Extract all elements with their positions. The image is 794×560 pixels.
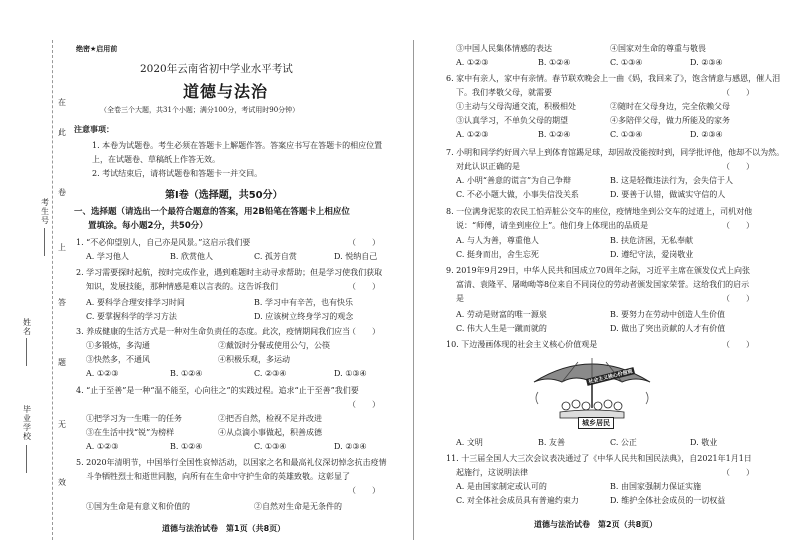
- option[interactable]: C. 挺身而出，舍生忘死: [456, 250, 539, 259]
- seal-char: 无: [58, 420, 66, 429]
- question-2: 2. 学习需要探时起航，按时完成作业，遇到难题时主动寻求帮助；但是学习使我们获取: [76, 268, 383, 277]
- question-7: 对此认识正确的是: [456, 162, 520, 171]
- seal-char: 题: [58, 358, 66, 367]
- answer-paren[interactable]: （ ）: [722, 294, 754, 303]
- answer-paren[interactable]: （ ）: [348, 400, 380, 409]
- answer-paren[interactable]: （ ）: [722, 88, 754, 97]
- option[interactable]: ④从点滴小事做起，积善成德: [218, 428, 322, 437]
- option[interactable]: ①多锻炼，多沟通: [86, 341, 150, 350]
- option[interactable]: ④多陪伴父母，做力所能及的家务: [610, 116, 730, 125]
- school-field[interactable]: [26, 445, 27, 473]
- option[interactable]: A. 要科学合理安排学习时间: [86, 298, 185, 307]
- exam-no-label: 考生号: [41, 198, 49, 225]
- option[interactable]: ①把学习为一生唯一的任务: [86, 414, 182, 423]
- option[interactable]: D. 应该树立终身学习的观念: [254, 312, 354, 321]
- question-5: 5. 2020年清明节，中国举行全国性哀悼活动，以国家之名和最高礼仪深切悼念抗击疫情: [76, 458, 387, 467]
- question-11: 起施行，这说明法律: [456, 468, 528, 477]
- notice-item: 1. 本卷为试题卷。考生必须在答题卡上解题作答。答案应书写在答题卡的相应位置: [92, 141, 383, 150]
- answer-paren[interactable]: （ ）: [348, 486, 380, 495]
- option[interactable]: ②把否自然，检视不足并改进: [218, 414, 322, 423]
- name-field[interactable]: [26, 338, 27, 366]
- option[interactable]: D. 敬业: [690, 438, 718, 447]
- option[interactable]: A. 学习他人: [86, 252, 129, 261]
- answer-paren[interactable]: （ ）: [722, 340, 754, 349]
- option[interactable]: B. 学习中有辛苦，也有快乐: [254, 298, 353, 307]
- seal-char: 效: [58, 478, 66, 487]
- option[interactable]: D. ②③④: [334, 442, 367, 451]
- option[interactable]: B. 欣赏他人: [170, 252, 213, 261]
- option[interactable]: C. 要掌握科学的学习方法: [86, 312, 177, 321]
- subject-title: 道德与法治: [183, 82, 269, 101]
- option[interactable]: D. ②③④: [690, 130, 723, 139]
- answer-paren[interactable]: （ ）: [348, 282, 380, 291]
- option[interactable]: B. ①②④: [170, 442, 203, 451]
- question-6: 6. 家中有亲人，家中有亲情。春节联欢晚会上一曲《妈，我回来了》，饱含情意与感恩，催人泪: [446, 74, 781, 83]
- question-9: 富清、袁隆平、屠呦呦等8位来自不同岗位的劳动者颁发国家荣誉。这给我们的启示: [456, 280, 750, 289]
- question-7: 7. 小明和同学约好周六早上到体育馆踢足球，却因故没能按时到，同学批评他，他却不以为然。: [446, 148, 785, 157]
- notice-item: 上，在试题卷、草稿纸上作答无效。: [92, 155, 220, 164]
- option[interactable]: B. 这是轻微违法行为，会失信于人: [610, 176, 733, 185]
- page-footer: 道德与法治试卷 第2页（共8页）: [534, 520, 658, 529]
- question-8: 说：“师傅，请坐到座位上”。他们身上体现出的品质是: [456, 221, 649, 230]
- option[interactable]: C. ①③④: [610, 58, 643, 67]
- option[interactable]: A. ①②③: [86, 369, 119, 378]
- option[interactable]: C. 公正: [610, 438, 637, 447]
- option[interactable]: C. 对全体社会成员具有普遍约束力: [456, 496, 579, 505]
- volume-heading: 第Ⅰ卷（选择题，共50分）: [165, 190, 283, 201]
- option[interactable]: B. 要努力在劳动中创造人生价值: [610, 310, 725, 319]
- answer-paren[interactable]: （ ）: [348, 327, 380, 336]
- option[interactable]: A. ①②③: [456, 130, 489, 139]
- option[interactable]: D. ①③④: [334, 369, 367, 378]
- option[interactable]: C. 伟大人生是一蹴而就的: [456, 324, 547, 333]
- answer-paren[interactable]: （ ）: [722, 468, 754, 477]
- option[interactable]: ②自然对生命是无条件的: [254, 502, 342, 511]
- school-label: 毕业学校: [23, 405, 31, 441]
- section-heading: 置填涂。每小题2分，共50分）: [88, 221, 208, 231]
- option[interactable]: C. ①③④: [610, 130, 643, 139]
- umbrella-label: 社会主义核心价值观: [586, 367, 635, 386]
- question-10: 10. 下边漫画体现的社会主义核心价值观是: [446, 340, 598, 349]
- answer-paren[interactable]: （ ）: [722, 162, 754, 171]
- page-divider: [413, 40, 414, 540]
- option[interactable]: ④积极乐观，多运动: [218, 355, 290, 364]
- option[interactable]: A. ①②③: [86, 442, 119, 451]
- option[interactable]: ③中国人民集体情感的表达: [456, 44, 552, 53]
- question-9: 9. 2019年9月29日，中华人民共和国成立70周年之际，习近平主席在颁发仪式上向张: [446, 266, 750, 275]
- option[interactable]: B. ①②④: [538, 130, 571, 139]
- option[interactable]: D. 做出了突出贡献的人才有价值: [610, 324, 726, 333]
- option[interactable]: D. ②③④: [690, 58, 723, 67]
- exam-title: 2020年云南省初中学业水平考试: [140, 63, 293, 75]
- notice-heading: 注意事项：: [74, 125, 114, 134]
- name-label: 姓名: [23, 318, 31, 336]
- option[interactable]: D. 维护全体社会成员的一切权益: [610, 496, 726, 505]
- option[interactable]: ①主动与父母沟通交流，积极相处: [456, 102, 576, 111]
- cartoon-banner: 城乡居民: [578, 417, 614, 429]
- question-6: 下。我们孝敬父母，就需要: [456, 88, 552, 97]
- question-9: 是: [456, 294, 464, 303]
- secret-mark: 绝密★启用前: [76, 45, 118, 53]
- question-2: 知识，发展技能，那种情感是难以言表的。这告诉我们: [86, 282, 278, 291]
- option[interactable]: ②戴饭时分餐或使用公勺，公筷: [218, 341, 330, 350]
- option[interactable]: D. 悦纳自己: [334, 252, 378, 261]
- option[interactable]: ③认真学习，不单负父母的期望: [456, 116, 568, 125]
- option[interactable]: A. 是由国家制定或认可的: [456, 482, 547, 491]
- question-4: 4. “止于至善”是一种“温不能至，心向往之”的实践过程。追求“止于至善”我们要: [76, 386, 359, 395]
- option[interactable]: ③在生活中找“锐”为榜样: [86, 428, 175, 437]
- option[interactable]: ②随时在父母身边，完全依赖父母: [610, 102, 730, 111]
- question-1: 1. “不必仰望别人，自己亦是风景。”这启示我们要: [76, 238, 251, 247]
- question-5: 斗争牺牲烈士和逝世同胞，向所有在生命中守护生命的英雄致敬。这彰显了: [86, 472, 350, 481]
- page-footer: 道德与法治试卷 第1页（共8页）: [162, 524, 286, 533]
- exam-no-field[interactable]: [44, 228, 45, 256]
- option[interactable]: B. 扶危济困，无私奉献: [610, 236, 693, 245]
- option[interactable]: C. 不必小题大做，小事失信没关系: [456, 190, 579, 199]
- option[interactable]: B. ①②④: [538, 58, 571, 67]
- option[interactable]: A. ①②③: [456, 58, 489, 67]
- question-3: 3. 养成健康的生活方式是一种对生命负责任的态度。此次，疫情期间我们应当: [76, 327, 351, 336]
- seal-char: 卷: [58, 188, 66, 197]
- option[interactable]: A. 劳动是财富的唯一源泉: [456, 310, 547, 319]
- option[interactable]: C. ②③④: [254, 369, 287, 378]
- option[interactable]: B. 友善: [538, 438, 565, 447]
- option[interactable]: ④国家对生命的尊重与敬畏: [610, 44, 706, 53]
- section-heading: 一、选择题（请选出一个最符合题意的答案，用2B铅笔在答题卡上相应位: [74, 207, 350, 217]
- seal-char: 答: [58, 298, 66, 307]
- seal-char: 在: [58, 98, 66, 107]
- option[interactable]: D. 遵纪守法，爱岗敬业: [610, 250, 694, 259]
- answer-paren[interactable]: （ ）: [348, 238, 380, 247]
- exam-info: （全卷三个大题，共31个小题；满分100分，考试用时90分钟）: [100, 106, 300, 114]
- option[interactable]: A. 与人为善，尊重他人: [456, 236, 539, 245]
- option[interactable]: ③快然多，不通风: [86, 355, 150, 364]
- notice-item: 2. 考试结束后，请将试题卷和答题卡一并交回。: [92, 169, 263, 178]
- option[interactable]: C. 孤芳自赏: [254, 252, 297, 261]
- question-8: 8. 一位满身泥浆的农民工怕弄脏公交车的座位，疫情地坐到公交车的过道上，司机对他: [446, 207, 753, 216]
- question-11: 11. 十三届全国人大三次会议表决通过了《中华人民共和国民法典》，自2021年1月1日: [446, 454, 752, 463]
- option[interactable]: A. 文明: [456, 438, 483, 447]
- option[interactable]: A. 小明“善意的谎言”为自己争辩: [456, 176, 572, 185]
- option[interactable]: B. 由国家强制力保证实施: [610, 482, 701, 491]
- seal-char: 上: [58, 243, 66, 252]
- option[interactable]: B. ①②④: [170, 369, 203, 378]
- seal-char: 此: [58, 128, 66, 137]
- option[interactable]: ①国为生命是有意义和价值的: [86, 502, 190, 511]
- binding-line: [52, 40, 53, 540]
- option[interactable]: C. ①③④: [254, 442, 287, 451]
- answer-paren[interactable]: （ ）: [722, 221, 754, 230]
- option[interactable]: D. 要善于认错，做诚实守信的人: [610, 190, 726, 199]
